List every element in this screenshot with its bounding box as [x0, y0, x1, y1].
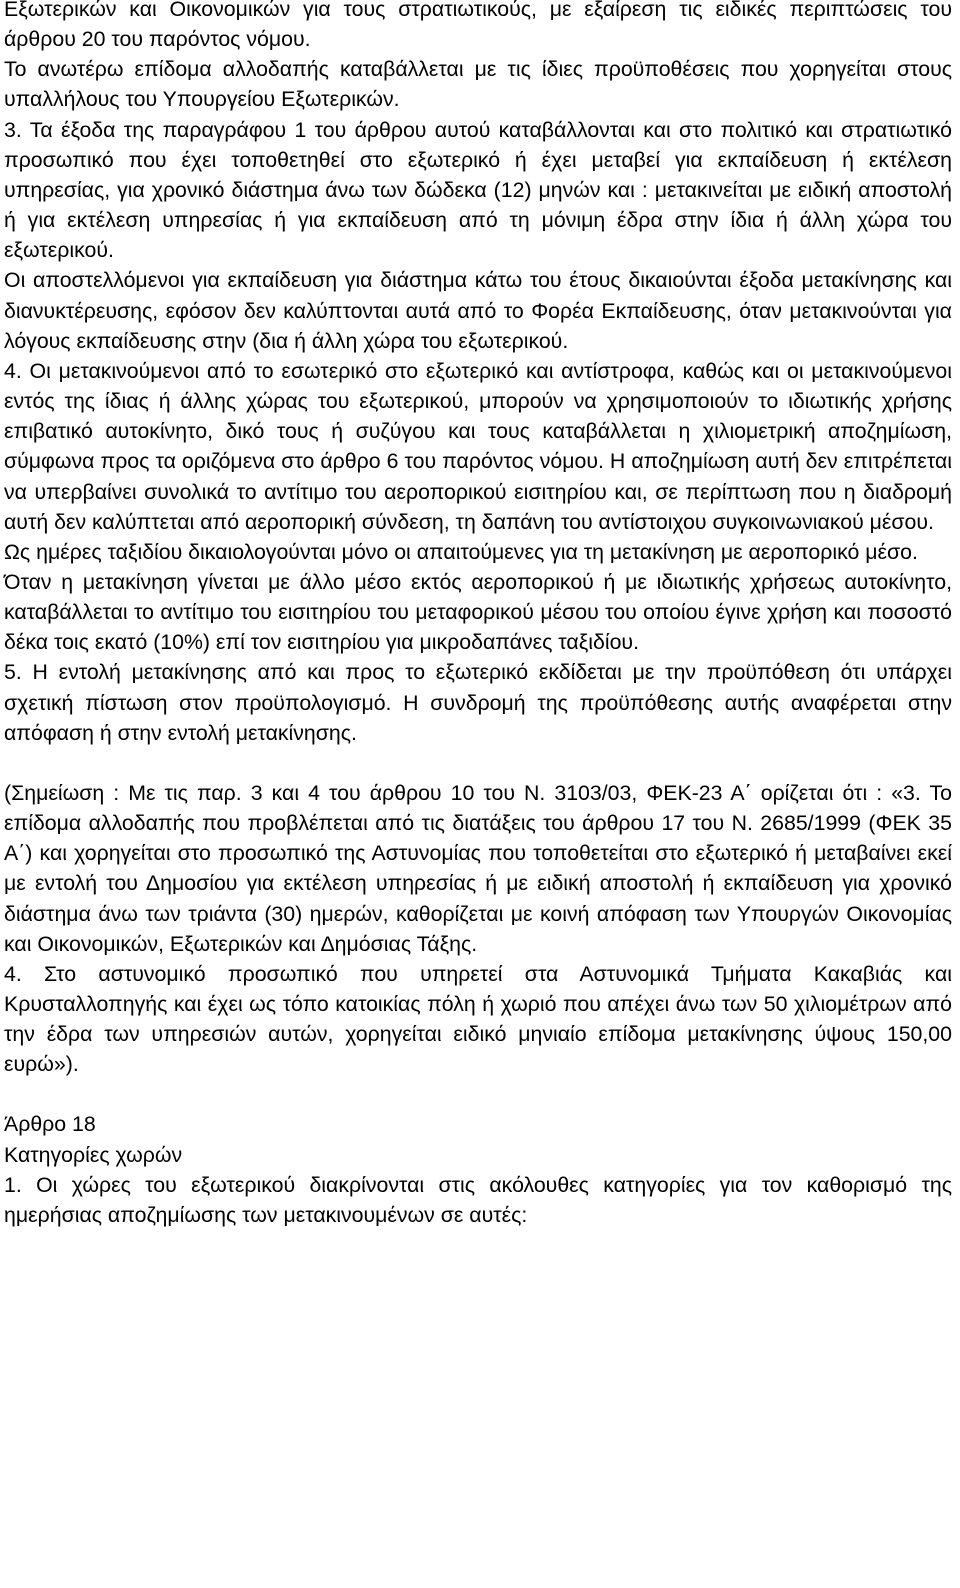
other-transport-paragraph: Όταν η μετακίνηση γίνεται με άλλο μέσο εκτός αεροπορικού ή με ιδιωτικής χρήσεως αυτοκίνητο, καταβάλλεται το αντίτιμο του εισιτηρίου του μεταφορικού μέσου του οποίου έγινε χρήση και ποσοστό δέκα τοις εκατό (10%) επί τον εισιτηρίου για μικροδαπάνες ταξιδίου.	[4, 569, 952, 655]
article-title: Κατηγορίες χωρών	[4, 1142, 183, 1167]
travel-days-paragraph: Ως ημέρες ταξιδίου δικαιολογούνται μόνο οι απαιτούμενες για τη μετακίνηση με αεροπορικό μέσο.	[4, 539, 918, 564]
paragraph-4: 4. Οι μετακινούμενοι από το εσωτερικό στο εξωτερικό και αντίστροφα, καθώς και οι μετακινούμενοι εντός της ίδιας ή άλλης χώρας του εξωτερικού, μπορούν να χρησιμοποιούν το ιδιωτικής χρήσης επιβατικό αυτοκίνητο, δικό τους ή συζύγου και τους καταβάλλεται η χιλιομετρική αποζημίωση, σύμφωνα προς τα οριζόμενα στο άρθρο 6 του παρόντος νόμου. Η αποζημίωση αυτή δεν επιτρέπεται να υπερβαίνει συνολικά το αντίτιμο του αεροπορικού εισιτηρίου και, σε περίπτωση που η διαδρομή αυτή δεν καλύπτεται από αεροπορική σύνδεση, τη δαπάνη του αντίστοιχου συγκοινωνιακού μέσου.	[4, 358, 952, 534]
article-paragraph-1: 1. Οι χώρες του εξωτερικού διακρίνονται στις ακόλουθες κατηγορίες για τον καθορισμό της ημερήσιας αποζημίωσης των μετακινουμένων σε αυτές:	[4, 1172, 952, 1227]
training-paragraph: Οι αποστελλόμενοι για εκπαίδευση για διάστημα κάτω του έτους δικαιούνται έξοδα μετακίνησης και διανυκτέρευσης, εφόσον δεν καλύπτονται αυτά από το Φορέα Εκπαίδευσης, όταν μετακινούνται για λόγους εκπαίδευσης στην (δια ή άλλη χώρα του εξωτερικού.	[4, 268, 952, 353]
paragraph-3: 3. Τα έξοδα της παραγράφου 1 του άρθρου αυτού καταβάλλονται και στο πολιτικό και στρατιωτικό προσωπικό που έχει τοποθετηθεί στο εξωτερικό ή έχει μεταβεί για εκπαίδευση ή εκτέλεση υπηρεσίας, για χρονικό διάστημα άνω των δώδεκα (12) μηνών και : μετακινείται με ειδική αποστολή ή για εκτέλεση υπηρεσίας ή για εκπαίδευση από τη μόνιμη έδρα στην ίδια ή άλλη χώρα του εξωτερικού.	[4, 117, 952, 263]
paragraph-5: 5. Η εντολή μετακίνησης από και προς το εξωτερικό εκδίδεται με την προϋπόθεση ότι υπάρχει σχετική πίστωση στον προϋπολογισμό. Η συνδρομή της προϋπόθεσης αυτής αναφέρεται στην απόφαση ή στην εντολή μετακίνησης.	[4, 660, 952, 745]
continuation-paragraph: Εξωτερικών και Οικονομικών για τους στρατιωτικούς, με εξαίρεση τις ειδικές περιπτώσεις του άρθρου 20 του παρόντος νόμου.	[4, 0, 952, 52]
allowance-paragraph: Το ανωτέρω επίδομα αλλοδαπής καταβάλλεται με τις ίδιες προϋποθέσεις που χορηγείται στους υπαλλήλους του Υπουργείου Εξωτερικών.	[4, 57, 952, 112]
article-number: Άρθρο 18	[4, 1112, 96, 1137]
note-paragraph: (Σημείωση : Με τις παρ. 3 και 4 του άρθρου 10 του Ν. 3103/03, ΦΕΚ-23 Α΄ ορίζεται ότι : «3. Το επίδομα αλλοδαπής που προβλέπεται από τις διατάξεις του άρθρου 17 του Ν. 2685/1999 (ΦΕΚ 35 Α΄) και χορηγείται στο προσωπικό της Αστυνομίας που τοποθετείται στο εξωτερικό ή μεταβαίνει εκεί με εντολή του Δημοσίου για εκτέλεση υπηρεσίας ή με ειδική αποστολή ή εκπαίδευση για χρονικό διάστημα άνω των τριάντα (30) ημερών, καθορίζεται με κοινή απόφαση των Υπουργών Οικονομίας και Οικονομικών, Εξωτερικών και Δημόσιας Τάξης.	[4, 780, 952, 956]
note-paragraph-4: 4. Στο αστυνομικό προσωπικό που υπηρετεί στα Αστυνομικά Τμήματα Κακαβιάς και Κρυσταλλοπηγής και έχει ως τόπο κατοικίας πόλη ή χωριό που απέχει άνω των 50 χιλιομέτρων από την έδρα των υπηρεσιών αυτών, χορηγείται ειδικό μηνιαίο επίδομα μετακίνησης ύψους 150,00 ευρώ»).	[4, 961, 952, 1077]
